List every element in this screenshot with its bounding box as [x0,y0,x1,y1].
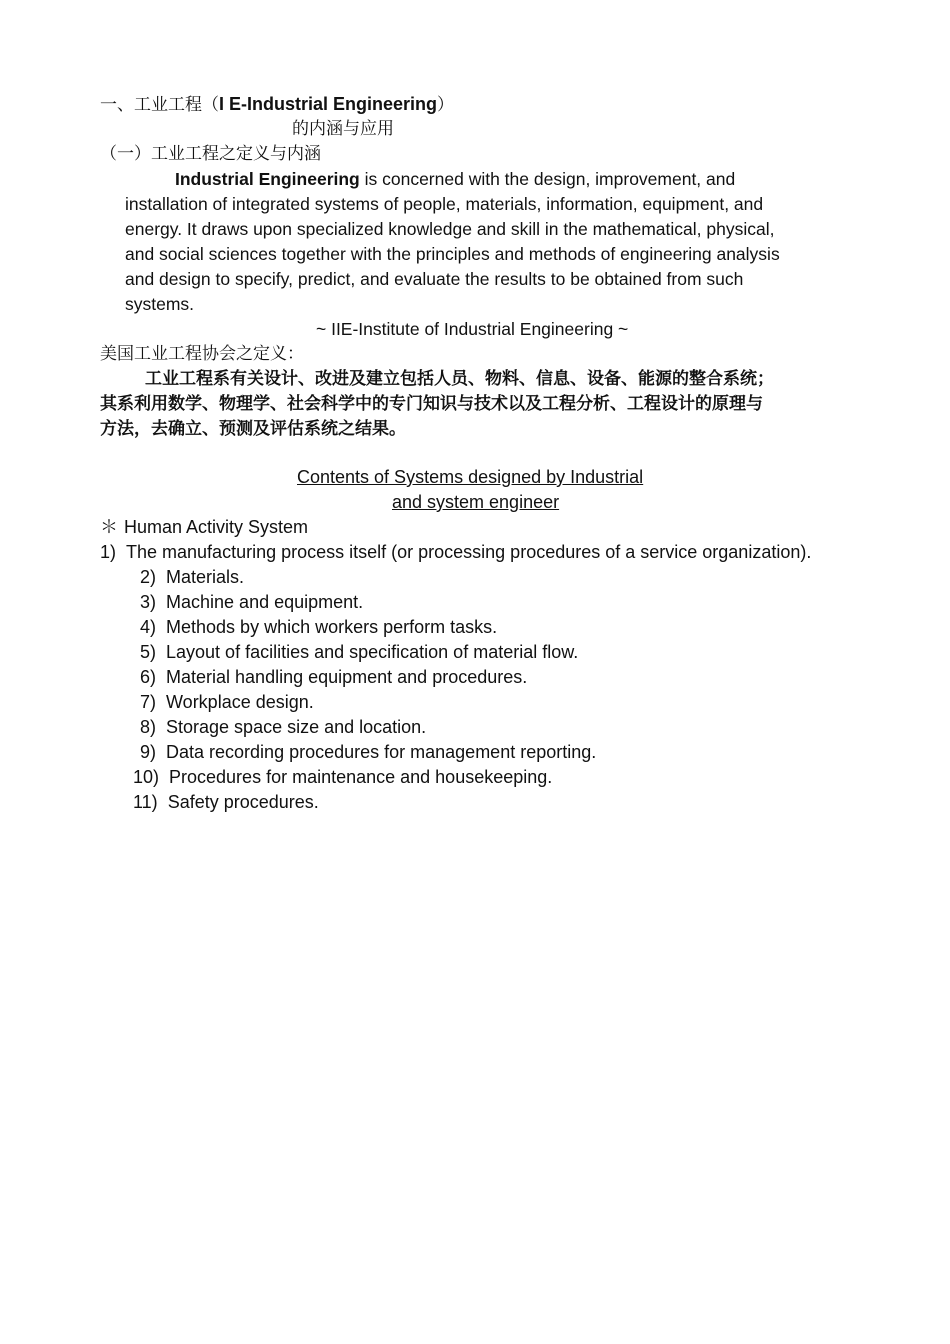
list-item-text: The manufacturing process itself (or processing procedures of a service organization). [126,542,812,562]
star-icon: ＊ [100,517,118,537]
list-item-number: 2) [140,567,157,587]
cn-definition-label: 美国工业工程协会之定义： [100,344,304,364]
list-item [140,590,363,615]
list-item [133,765,552,790]
cn-definition-line-1: 工业工程系有关设计、改进及建立包括人员、物料、信息、设备、能源的整合系统； [145,369,774,389]
list-item-text: Safety procedures. [167,792,319,812]
section-heading: （一）工业工程之定义与内涵 [100,144,321,164]
main-heading-subline: 的内涵与应用 [292,119,394,139]
list-item [140,565,244,590]
en-definition-line-2: installation of integrated systems of people, materials, information, equipment, and [125,194,764,214]
list-item [140,665,527,690]
cn-definition-line-3: 方法，去确立、预测及评估系统之结果。 [100,419,406,439]
contents-title-line-1: Contents of Systems designed by Industrial [297,467,644,487]
definition-line1-rest: is concerned with the design, improvement, and [359,169,736,189]
en-definition-line-6: systems. [125,294,195,314]
list-item-number: 4) [140,617,157,637]
cn-definition-paragraph [100,367,860,442]
list-item [140,740,596,765]
human-activity-heading [100,515,308,540]
en-definition [125,167,855,317]
list-item [133,790,319,815]
list-item-number: 5) [140,642,157,662]
list-item-number: 8) [140,717,157,737]
list-item-text: Workplace design. [166,692,314,712]
en-definition-line-5: and design to specify, predict, and evaluate the results to be obtained from such [125,269,744,289]
definition-term: Industrial Engineering [175,169,360,189]
main-heading-cn: 一、工业工程（ [100,95,219,115]
main-heading [100,92,454,118]
list-item-number: 3) [140,592,157,612]
list-item-text: Data recording procedures for management reporting. [166,742,597,762]
list-item-text: Procedures for maintenance and housekeeping. [169,767,553,787]
list-item-text: Material handling equipment and procedures. [166,667,528,687]
human-activity-label: Human Activity System [124,517,309,537]
list-item-text: Machine and equipment. [166,592,364,612]
list-item-text: Storage space size and location. [166,717,427,737]
list-item-number: 6) [140,667,157,687]
list-item-text: Layout of facilities and specification of material flow. [166,642,579,662]
list-item-text: Materials. [166,567,245,587]
list-item [100,540,811,565]
main-heading-en: I E-Industrial Engineering [219,94,438,114]
cn-definition-line-2: 其系利用数学、物理学、社会科学中的专门知识与技术以及工程分析、工程设计的原理与 [100,394,763,414]
list-item-number: 11) [133,792,158,812]
en-definition-line-4: and social sciences together with the principles and methods of engineering analysis [125,244,780,264]
en-definition-line-3: energy. It draws upon specialized knowledge and skill in the mathematical, physical, [125,219,775,239]
list-item-number: 9) [140,742,157,762]
en-definition-line-1 [125,167,855,192]
list-item-number: 7) [140,692,157,712]
main-heading-close: ） [437,95,455,115]
list-item-number: 1) [100,542,117,562]
list-item-number: 10) [133,767,160,787]
list-item [140,615,497,640]
definition-source: ~ IIE-Institute of Industrial Engineering ~ [316,319,629,339]
list-item-text: Methods by which workers perform tasks. [166,617,498,637]
list-item [140,640,578,665]
contents-title-line-2: and system engineer [392,492,560,512]
list-item [140,690,314,715]
list-item [140,715,426,740]
